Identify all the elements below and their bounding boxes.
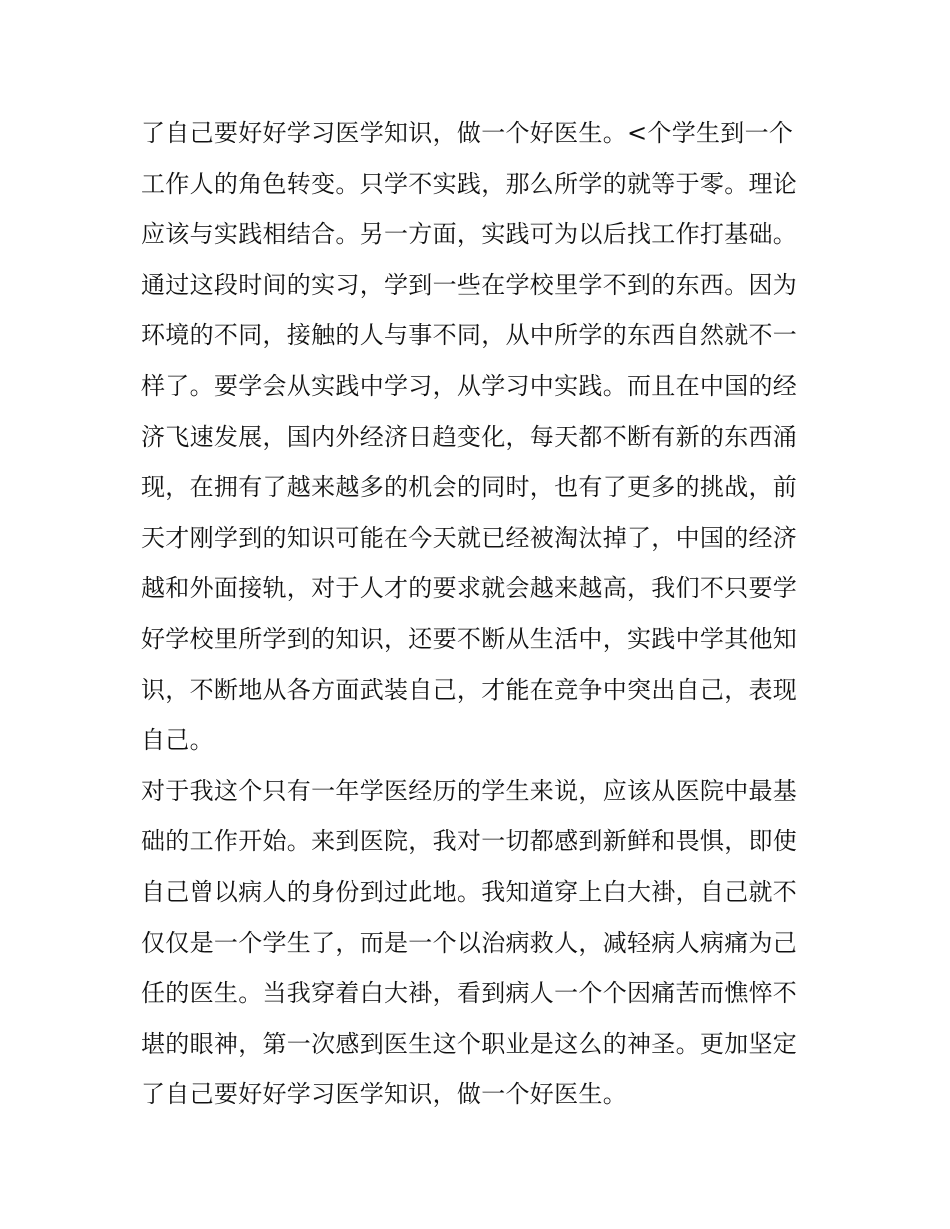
text-line: 对于我这个只有一年学医经历的学生来说，应该从医院中最基 — [141, 776, 798, 805]
text-line: 现，在拥有了越来越多的机会的同时，也有了更多的挑战，前 — [141, 473, 798, 502]
text-line: 天才刚学到的知识可能在今天就已经被淘汰掉了，中国的经济 — [141, 523, 798, 552]
text-line: 仅仅是一个学生了，而是一个以治病救人，减轻病人病痛为己 — [141, 928, 798, 957]
text-line: 自己。 — [141, 726, 214, 755]
text-line: 越和外面接轨，对于人才的要求就会越来越高，我们不只要学 — [141, 574, 798, 603]
text-line: 任的医生。当我穿着白大褂，看到病人一个个因痛苦而憔悴不 — [141, 979, 798, 1008]
text-line: 环境的不同，接触的人与事不同，从中所学的东西自然就不一 — [141, 321, 798, 350]
text-line: 通过这段时间的实习，学到一些在学校里学不到的东西。因为 — [141, 270, 798, 299]
body-text — [141, 108, 821, 1120]
text-line: 识，不断地从各方面武装自己，才能在竞争中突出自己，表现 — [141, 675, 798, 704]
text-line: 了自己要好好学习医学知识，做一个好医生。<个学生到一个 — [141, 119, 794, 147]
text-line: 堪的眼神，第一次感到医生这个职业是这么的神圣。更加坚定 — [141, 1029, 798, 1058]
text-line: 济飞速发展，国内外经济日趋变化，每天都不断有新的东西涌 — [141, 422, 798, 451]
text-line: 工作人的角色转变。只学不实践，那么所学的就等于零。理论 — [141, 169, 798, 198]
text-line: 了自己要好好学习医学知识，做一个好医生。 — [141, 1080, 627, 1109]
text-line: 自己曾以病人的身份到过此地。我知道穿上白大褂，自己就不 — [141, 877, 798, 906]
text-line: 样了。要学会从实践中学习，从学习中实践。而且在中国的经 — [141, 371, 798, 400]
text-line: 应该与实践相结合。另一方面，实践可为以后找工作打基础。 — [141, 220, 798, 249]
text-line: 好学校里所学到的知识，还要不断从生活中，实践中学其他知 — [141, 624, 798, 653]
text-line: 础的工作开始。来到医院，我对一切都感到新鲜和畏惧，即使 — [141, 827, 798, 856]
